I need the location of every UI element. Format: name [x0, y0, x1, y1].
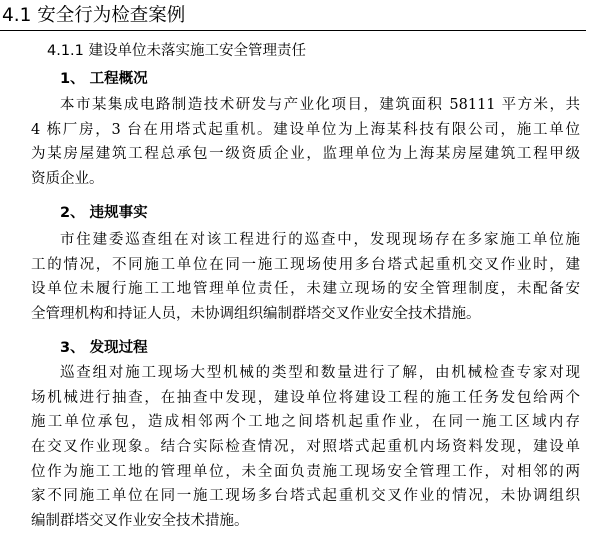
paragraph-line: 场机械进行抽查，在抽查中发现，建设单位将建设工程的施工任务发包给两个: [31, 389, 580, 406]
heading-underline: [0, 30, 586, 31]
paragraph-line: 家不同施工单位在同一施工现场多台塔式起重机交叉作业的情况，未协调组织: [31, 488, 580, 505]
paragraph-line: 编制群塔交叉作业安全技术措施。: [31, 513, 249, 530]
paragraph-line: 市住建委巡查组在对该工程进行的巡查中，发现现场存在多家施工单位施: [60, 232, 580, 248]
paragraph-line: 全管理机构和持证人员，未协调组织编制群塔交叉作业安全技术措施。: [31, 306, 481, 323]
paragraph-line: 工的情况，不同施工单位在同一施工现场使用多台塔式起重机交叉作业时，建: [31, 256, 580, 273]
paragraph-discovery: [31, 361, 580, 534]
section-title-violations: 2、 违规事实: [60, 205, 148, 221]
subsection-heading: 4.1.1 建设单位未落实施工安全管理责任: [47, 43, 307, 59]
paragraph-line: 设单位未履行施工工地管理单位责任，未建立现场的安全管理制度，未配备安: [31, 281, 580, 298]
paragraph-line: 为某房屋建筑工程总承包一级资质企业，监理单位为上海某房屋建筑工程甲级: [31, 146, 580, 163]
section-title-discovery: 3、 发现过程: [60, 340, 148, 356]
section-heading: 4.1 安全行为检查案例: [2, 5, 186, 26]
paragraph-line: 位作为施工工地的管理单位，未全面负责施工现场安全管理工作，对相邻的两: [31, 463, 580, 480]
paragraph-line: 施工单位承包，造成相邻两个工地之间塔机起重作业，在同一施工区域内存: [31, 414, 580, 431]
paragraph-violations: [31, 228, 580, 327]
paragraph-overview: [31, 93, 580, 192]
paragraph-line: 资质企业。: [31, 171, 104, 188]
paragraph-line: 4 栋厂房，3 台在用塔式起重机。建设单位为上海某科技有限公司，施工单位: [31, 121, 580, 138]
paragraph-line: 在交叉作业现象。结合实际检查情况，对照塔式起重机内场资料发现，建设单: [31, 439, 580, 456]
paragraph-line: 巡查组对施工现场大型机械的类型和数量进行了解，由机械检查专家对现: [60, 365, 580, 381]
section-title-overview: 1、 工程概况: [60, 71, 148, 87]
paragraph-line: 本市某集成电路制造技术研发与产业化项目，建筑面积 58111 平方米，共: [60, 97, 580, 113]
